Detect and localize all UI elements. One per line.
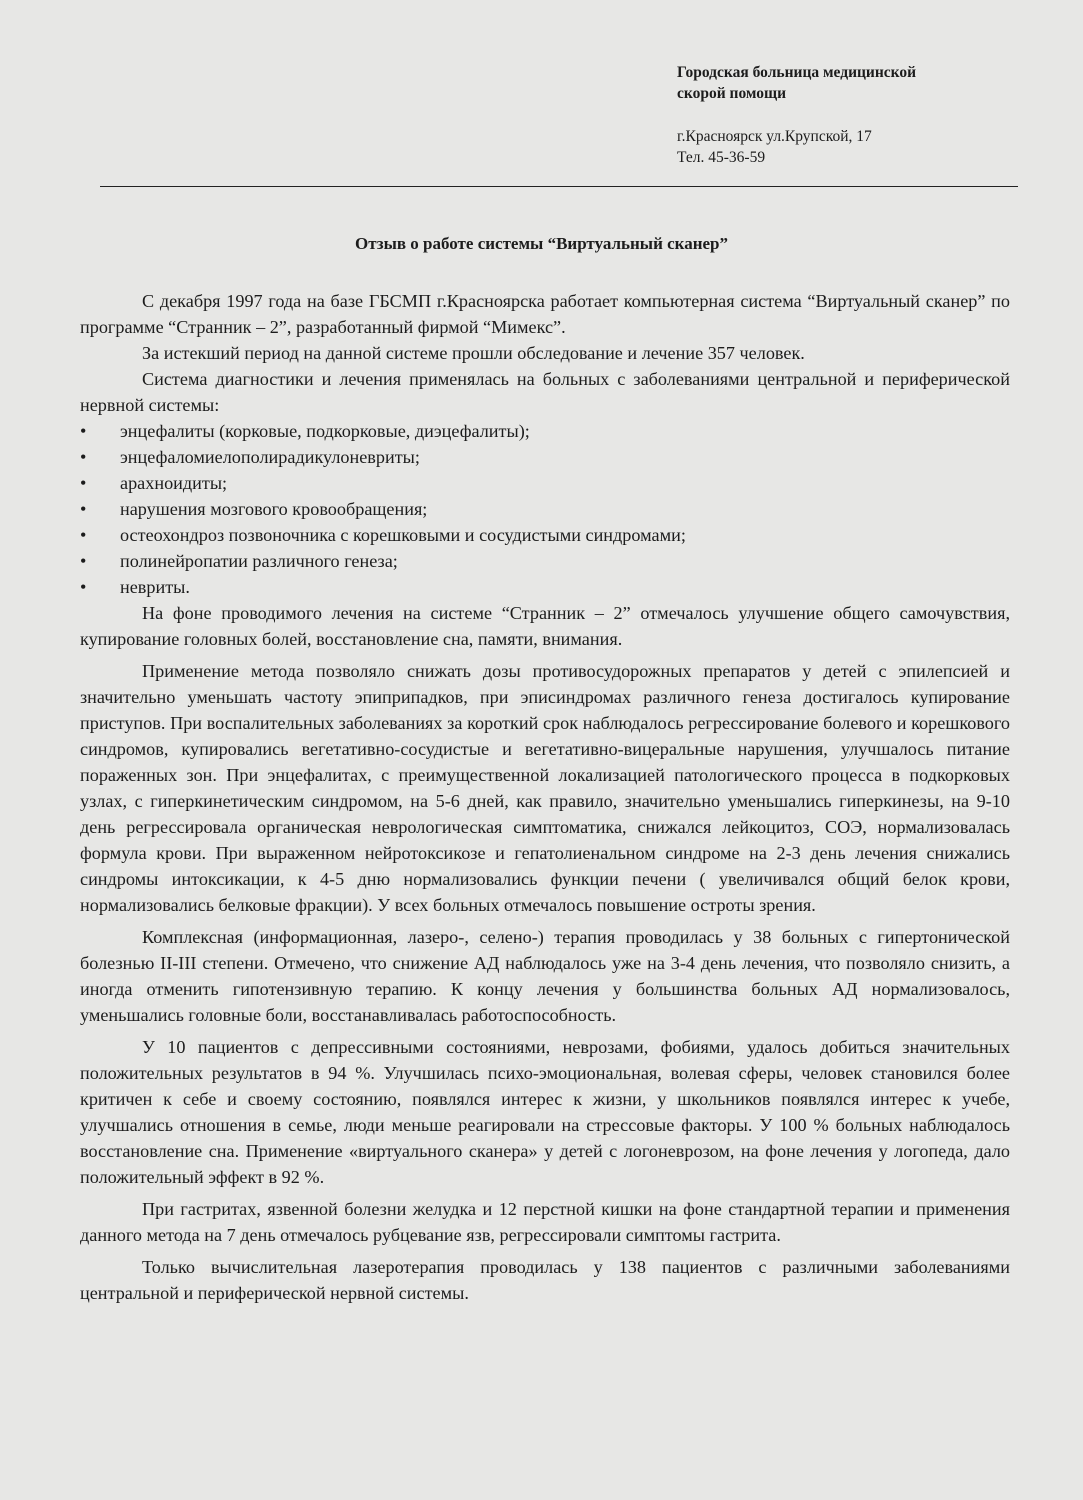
paragraph-depression: У 10 пациентов с депрессивными состояниями, неврозами, фобиями, удалось добиться значительных положительных результатов в 94 %. Улучшилась психо-эмоциональная, волевая сферы, человек становился более критичен к себе и своему состоянию, появлялся интерес к жизни, у школьников появлялся интерес к учебе, улучшались отношения в семье, люди меньше реагировали на стрессовые факторы. У 100 % больных наблюдалось восстановление сна. Применение «виртуального сканера» у детей с логоневрозом, на фоне лечения у логопеда, дало положительный эффект в 92 %. [80,1037,1010,1187]
list-item-text: энцефаломиелополирадикулоневриты; [120,447,420,467]
list-item [80,574,1010,600]
organization-address: г.Красноярск ул.Крупской, 17 [677,128,872,145]
list-item-text: энцефалиты (корковые, подкорковые, диэцефалиты); [120,421,530,441]
paragraph-intro: С декабря 1997 года на базе ГБСМП г.Красноярска работает компьютерная система “Виртуальный сканер” по программе “Странник – 2”, разработанный фирмой “Мимекс”. [80,291,1010,337]
letterhead [677,62,916,168]
list-item [80,496,1010,522]
paragraph-hypertension: Комплексная (информационная, лазеро-, селено-) терапия проводилась у 38 больных с гипертонической болезнью II-III степени. Отмечено, что снижение АД наблюдалось уже на 3-4 день лечения, что позволяло снизить, а иногда отменить гипотензивную терапию. К концу лечения у большинства больных АД нормализовалось, уменьшались головные боли, восстанавливалась работоспособность. [80,927,1010,1025]
organization-name-line1: Городская больница медицинской [677,64,917,81]
paragraph-patients-count: За истекший период на данной системе прошли обследование и лечение 357 человек. [142,343,805,363]
list-item [80,470,1010,496]
list-item [80,444,1010,470]
paragraph-gastritis: При гастритах, язвенной болезни желудка и 12 перстной кишки на фоне стандартной терапии и применения данного метода на 7 день отмечалось рубцевание язв, регрессировали симптомы гастрита. [80,1199,1010,1245]
list-item-text: арахноидиты; [120,473,228,493]
list-item-text: невриты. [120,577,190,597]
bullet-icon: • [80,447,87,467]
list-item [80,548,1010,574]
paragraph-laser-therapy: Только вычислительная лазеротерапия проводилась у 138 пациентов с различными заболеваниями центральной и периферической нервной системы. [80,1257,1010,1303]
list-item [80,522,1010,548]
bullet-icon: • [80,499,87,519]
list-item-text: остеохондроз позвоночника с корешковыми и сосудистыми синдромами; [120,525,686,545]
header-divider [100,186,1018,187]
organization-phone: Тел. 45-36-59 [677,149,766,166]
document-body [80,288,1010,1306]
paragraph-general-improvement: На фоне проводимого лечения на системе “Странник – 2” отмечалось улучшение общего самочувствия, купирование головных болей, восстановление сна, памяти, внимания. [80,603,1010,649]
bullet-icon: • [80,525,87,545]
document-title: Отзыв о работе системы “Виртуальный сканер” [354,234,729,253]
disease-list [80,418,1010,600]
bullet-icon: • [80,421,87,441]
list-item-text: полинейропатии различного генеза; [120,551,398,571]
bullet-icon: • [80,577,87,597]
paragraph-diseases-lead: Система диагностики и лечения применялась на больных с заболеваниями центральной и периферической нервной системы: [80,369,1010,415]
list-item-text: нарушения мозгового кровообращения; [120,499,428,519]
paragraph-method-results: Применение метода позволяло снижать дозы противосудорожных препаратов у детей с эпилепсией и значительно уменьшать частоту эпиприпадков, при эписиндромах различного генеза достигалось купирование приступов. При воспалительных заболеваниях за короткий срок наблюдалось регрессирование болевого и корешкового синдромов, купировались вегетативно-сосудистые и вегетативно-вицеральные нарушения, улучшалось питание пораженных зон. При энцефалитах, с преимущественной локализацией патологического процесса в подкорковых узлах, с гиперкинетическим синдромом, на 5-6 дней, как правило, значительно уменьшались гиперкинезы, на 9-10 день регрессировала органическая неврологическая симптоматика, снижался лейкоцитоз, СОЭ, нормализовалась формула крови. При выраженном нейротоксикозе и гепатолиенальном синдроме на 2-3 день лечения снижались синдромы интоксикации, к 4-5 дню нормализовались функции печени ( увеличивался общий белок крови, нормализовались белковые фракции). У всех больных отмечалось повышение остроты зрения. [80,661,1010,915]
organization-name-line2: скорой помощи [677,85,787,102]
bullet-icon: • [80,473,87,493]
list-item [80,418,1010,444]
bullet-icon: • [80,551,87,571]
